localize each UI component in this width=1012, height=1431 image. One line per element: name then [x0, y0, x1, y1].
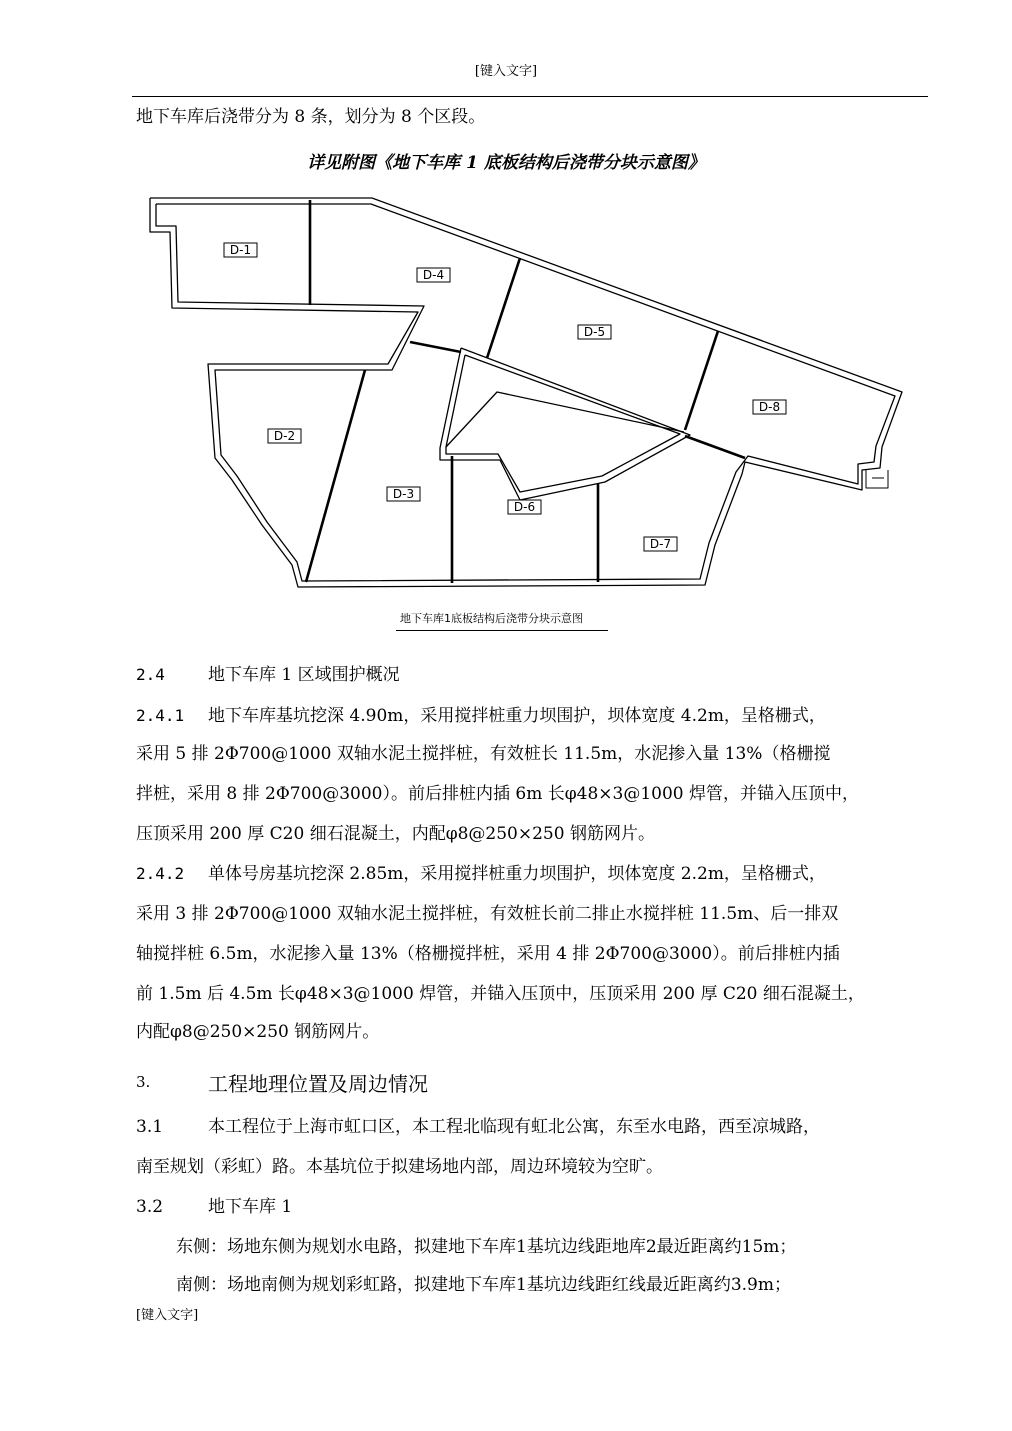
zone-label: D-5	[583, 325, 606, 339]
paragraph-line: 采用 5 排 2Φ700@1000 双轴水泥土搅拌桩，有效桩长 11.5m，水泥掺入量 13%（格栅搅	[136, 744, 831, 764]
paragraph-line: 内配φ8@250×250 钢筋网片。	[136, 1022, 380, 1042]
paragraph-line: 采用 3 排 2Φ700@1000 双轴水泥土搅拌桩，有效桩长前二排止水搅拌桩 11.5m、后一排双	[136, 904, 839, 924]
paragraph-line: 本工程位于上海市虹口区，本工程北临现有虹北公寓，东至水电路，西至凉城路，	[208, 1117, 820, 1137]
figure-label: 地下车库1底板结构后浇带分块示意图	[400, 612, 583, 625]
section-title: 地下车库 1 区域围护概况	[208, 665, 400, 685]
zone-labels	[224, 243, 786, 551]
inner-courtyard	[440, 348, 690, 500]
section-number: 3.2	[136, 1197, 164, 1217]
zone-label: D-7	[649, 537, 672, 551]
section-number: 2.4.1	[136, 706, 185, 725]
zone-label: D-2	[273, 429, 296, 443]
paragraph-line: 东侧：场地东侧为规划水电路，拟建地下车库1基坑边线距地库2最近距离约15m；	[176, 1237, 797, 1257]
figure-caption: 详见附图《地下车库 1 底板结构后浇带分块示意图》	[307, 153, 705, 173]
paragraph-line: 前 1.5m 后 4.5m 长φ48×3@1000 焊管，并锚入压顶中，压顶采用 200 厚 C20 细石混凝土，	[136, 984, 865, 1004]
section-number: 2.4	[136, 665, 165, 684]
paragraph-line: 单体号房基坑挖深 2.85m，采用搅拌桩重力坝围护，坝体宽度 2.2m，呈格栅式，	[208, 864, 826, 884]
paragraph-line: 轴搅拌桩 6.5m，水泥掺入量 13%（格栅搅拌桩，采用 4 排 2Φ700@3000）。前后排桩内插	[136, 944, 840, 964]
paragraph-line: 地下车库基坑挖深 4.90m，采用搅拌桩重力坝围护，坝体宽度 4.2m，呈格栅式，	[208, 706, 826, 726]
section-number: 3.	[136, 1073, 151, 1091]
section-heading: 工程地理位置及周边情况	[208, 1072, 428, 1096]
header-rule	[132, 96, 928, 97]
figure-label-underline	[396, 630, 608, 631]
paragraph-line: 压顶采用 200 厚 C20 细石混凝土，内配φ8@250×250 钢筋网片。	[136, 824, 655, 844]
paragraph-line: 南侧：场地南侧为规划彩虹路，拟建地下车库1基坑边线距红线最近距离约3.9m；	[176, 1275, 791, 1295]
zone-label: D-6	[513, 500, 536, 514]
zone-label: D-8	[758, 400, 781, 414]
site-plan-diagram	[140, 190, 920, 595]
paragraph-line: 南至规划（彩虹）路。本基坑位于拟建场地内部，周边环境较为空旷。	[136, 1157, 663, 1177]
site-outline	[150, 198, 902, 587]
zone-label: D-1	[229, 243, 252, 257]
section-number: 3.1	[136, 1117, 164, 1137]
pour-strips	[306, 200, 745, 583]
corner-detail	[866, 470, 888, 488]
intro-text: 地下车库后浇带分为 8 条，划分为 8 个区段。	[136, 107, 486, 127]
section-title: 地下车库 1	[208, 1197, 293, 1217]
section-number: 2.4.2	[136, 864, 185, 883]
paragraph-line: 拌桩，采用 8 排 2Φ700@3000）。前后排桩内插 6m 长φ48×3@1000 焊管，并锚入压顶中，	[136, 784, 859, 804]
zone-label: D-4	[422, 268, 445, 282]
page-footer: [键入文字]	[136, 1308, 199, 1323]
zone-label: D-3	[392, 487, 415, 501]
page-header: [键入文字]	[474, 64, 538, 79]
